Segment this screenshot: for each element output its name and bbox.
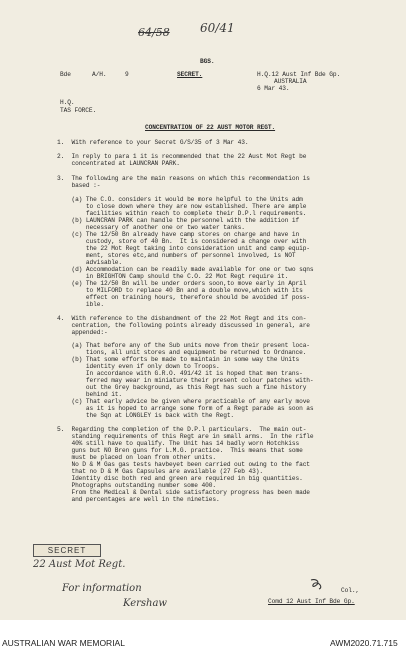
body-line: Photographs outstanding number some 400.: [57, 482, 216, 489]
signature-rank: Col.,: [341, 587, 360, 594]
signature-mark-icon: [307, 578, 325, 590]
body-line: behind it.: [57, 391, 123, 398]
secret-stamp: [33, 544, 101, 557]
body-line: (c) The 12/50 Bn already have camp stores on charge and have in: [57, 231, 300, 238]
body-line: identity even if only down to Troops.: [57, 363, 220, 370]
header-bde: Bde: [60, 71, 71, 78]
body-line: ible.: [57, 301, 104, 308]
body-line: No D & M Gas gas tests havbeyet been carried out owing to the fact: [57, 461, 310, 468]
addressee-hq: H.Q.: [60, 99, 75, 106]
secret-stamp-label: SECRET: [47, 546, 87, 555]
body-line: tions, all unit stores and equipment be returned to Ordnance.: [57, 349, 307, 356]
body-line: guns but NO Bren guns for L.M.G. practice. This means that some: [57, 447, 303, 454]
body-line: From the Medical & Dental side satisfactory progress has been made: [57, 489, 310, 496]
header-hq: H.Q.12 Aust Inf Bde Gp.: [257, 71, 341, 78]
body-line: necessary of another one or two water tanks.: [57, 224, 245, 231]
body-line: to close down where they are now established. There are ample: [57, 203, 307, 210]
body-line: advisable.: [57, 259, 123, 266]
handwritten-signature: Kershaw: [123, 598, 167, 609]
body-line: ment, stores etc,and numbers of personnel involved, is NOT: [57, 252, 296, 259]
body-line: standing requirements of this Regt are in small arms. In the rifle: [57, 433, 314, 440]
addressee-force: TAS FORCE.: [60, 107, 97, 114]
handwritten-info: For information: [62, 583, 142, 594]
body-line: to MILFORD to replace 40 Bn and a double move,which with its: [57, 287, 303, 294]
body-line: out the Grey background, as this Regt has such a fine history: [57, 384, 307, 391]
document-title: CONCENTRATION OF 22 AUST MOTOR REGT.: [145, 124, 276, 131]
secret-heading: SECRET.: [177, 71, 203, 78]
header-country: AUSTRALIA: [274, 78, 307, 85]
body-line: centration, the following points already discussed in general, are: [57, 322, 310, 329]
handwritten-unit: 22 Aust Mot Regt.: [33, 559, 126, 570]
body-line: (a) That before any of the Sub units move from their present loca-: [57, 342, 310, 349]
top-code: BGS.: [200, 58, 215, 65]
body-line: based :-: [57, 182, 101, 189]
body-line: (c) That early advice be given where practicable of any early move: [57, 398, 310, 405]
body-line: appended:-: [57, 329, 108, 336]
body-line: Identity disc both red and green are required in big quantities.: [57, 475, 303, 482]
body-line: (d) Accommodation can be readily made available for one or two sqns: [57, 266, 314, 273]
body-line: in BRIGHTON Camp should the C.O. 22 Mot Regt require it.: [57, 273, 289, 280]
body-line: 4. With reference to the disbandment of the 22 Mot Regt and its con-: [57, 315, 307, 322]
body-line: 2. In reply to para 1 it is recommended that the 22 Aust Mot Regt be: [57, 153, 307, 160]
header-date: 6 Mar 43.: [257, 85, 290, 92]
body-line: 3. The following are the main reasons on which this recommendation is: [57, 175, 310, 182]
header-num: 9: [125, 71, 129, 78]
body-line: 5. Regarding the completion of the D.P.l particulars. The main out-: [57, 426, 307, 433]
body-line: that no D & M Gas Capsules are available (27 Feb 43).: [57, 468, 263, 475]
body-line: In accordance with G.R.O. 491/42 it is hoped that men trans-: [57, 370, 303, 377]
body-line: custody, store of 40 Bn. It is considered a change over with: [57, 238, 307, 245]
body-line: (e) The 12/50 Bn will be under orders soon,to move early in April: [57, 280, 307, 287]
body-line: the Sqn at LONGLEY is back with the Regt.: [57, 412, 235, 419]
body-line: effect on training hours, therefore should be avoided if poss-: [57, 294, 310, 301]
body-line: must be placed on loan from other units.: [57, 454, 216, 461]
body-line: 1. With reference to your Secret G/S/35 of 3 Mar 43.: [57, 139, 249, 146]
body-line: facilities within reach to complete their D.P.l requirements.: [57, 210, 307, 217]
signature-title: Comd 12 Aust Inf Bde Gp.: [268, 598, 355, 605]
handwritten-ref-crossed: 64/58: [138, 26, 170, 39]
body-line: concentrated at LAUNCRAN PARK.: [57, 160, 180, 167]
body-line: the 22 Mot Regt taking into consideration unit and camp equip-: [57, 245, 310, 252]
body-line: (b) LAUNCRAN PARK can handle the personnel with the addition if: [57, 217, 300, 224]
body-line: (a) The C.O. considers it would be more helpful to the Units adm: [57, 196, 303, 203]
body-line: and percentages are well in the nineties.: [57, 496, 220, 503]
body-line: as it is hoped to arrange some form of a Regt parade as soon as: [57, 405, 314, 412]
footer-accession: AWM2020.71.715: [330, 638, 398, 648]
body-line: 40% still have to qualify. The Unit has 14 badly worn Hotchkiss: [57, 440, 300, 447]
handwritten-ref: 60/41: [200, 21, 235, 35]
footer-source: AUSTRALIAN WAR MEMORIAL: [2, 638, 125, 648]
body-line: (b) That some efforts be made to maintain in some way the Units: [57, 356, 300, 363]
body-line: ferred may wear in miniature their present colour patches with-: [57, 377, 314, 384]
footer-bar: [0, 620, 406, 653]
header-ah: A/H.: [92, 71, 107, 78]
